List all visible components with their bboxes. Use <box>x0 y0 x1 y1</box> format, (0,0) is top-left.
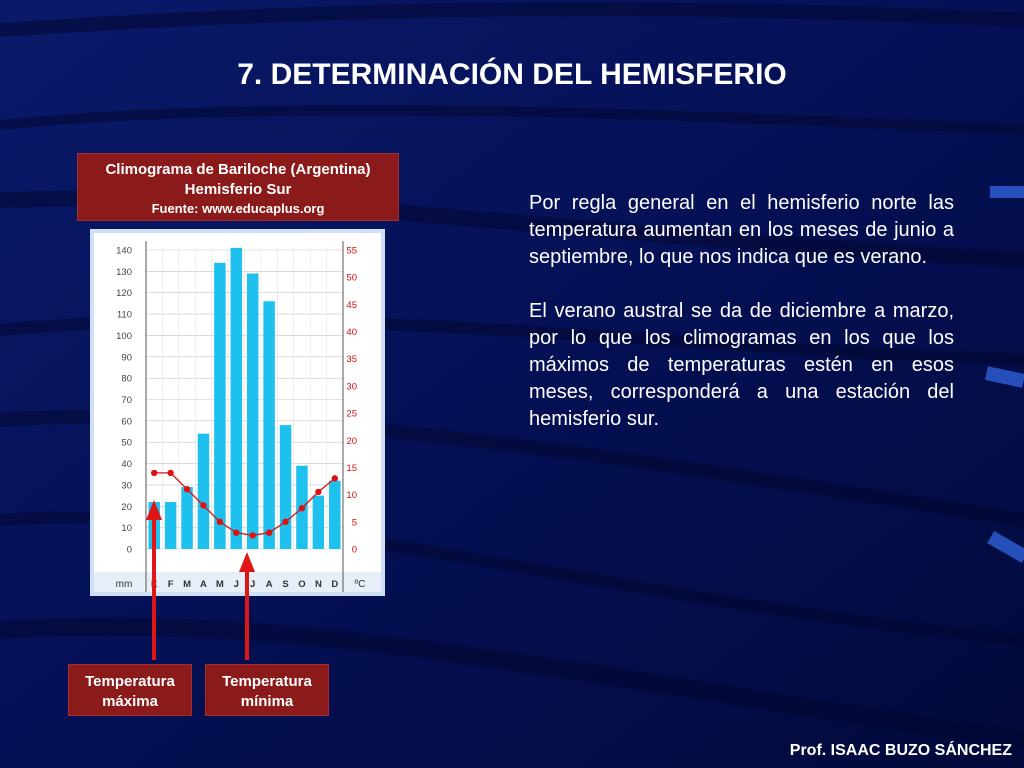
temp-point <box>184 486 190 492</box>
left-tick-label: 110 <box>116 309 132 321</box>
precip-bar <box>165 502 176 549</box>
left-tick-label: 90 <box>121 352 132 364</box>
temp-point <box>282 519 288 525</box>
right-tick-label: 40 <box>346 327 357 339</box>
right-tick-label: 0 <box>351 544 357 556</box>
left-tick-label: 130 <box>116 266 132 278</box>
x-tick-label: O <box>298 579 306 590</box>
left-tick-label: 50 <box>121 437 132 449</box>
explanation-text <box>529 190 954 460</box>
right-tick-label: 30 <box>346 381 357 393</box>
left-tick-label: 80 <box>121 373 132 385</box>
min-temp-label: Temperatura mínima <box>205 664 329 716</box>
left-tick-label: 60 <box>121 416 132 428</box>
x-tick-label: A <box>265 579 273 590</box>
temp-point <box>167 470 173 476</box>
precip-bar <box>313 496 324 549</box>
left-tick-label: 20 <box>121 501 132 513</box>
paragraph-north: Por regla general en el hemisferio norte las temperatura aumentan en los meses de junio a septiembre, lo que nos indica que es verano. <box>529 192 954 268</box>
x-tick-label: M <box>215 579 224 590</box>
left-tick-label: 120 <box>116 288 132 300</box>
left-tick-label: 10 <box>121 523 132 535</box>
left-axis-unit: mm <box>115 579 133 590</box>
left-tick-label: 70 <box>121 395 132 406</box>
caption-line-1: Climograma de Bariloche (Argentina) <box>105 161 371 178</box>
right-tick-label: 55 <box>346 245 357 257</box>
max-temp-label: Temperatura máxima <box>68 664 192 716</box>
precip-bar <box>181 487 192 549</box>
left-tick-label: 140 <box>116 245 132 257</box>
right-tick-label: 15 <box>346 462 357 474</box>
temp-point <box>217 519 223 525</box>
temp-point <box>315 489 321 495</box>
precip-bar <box>280 425 291 549</box>
chart-caption <box>77 153 399 221</box>
precip-bar <box>247 273 258 549</box>
climograph-chart <box>90 229 385 596</box>
author-credit: Prof. ISAAC BUZO SÁNCHEZ <box>789 742 1012 759</box>
x-tick-label: J <box>250 579 256 590</box>
x-tick-label: E <box>151 579 158 590</box>
temp-point <box>151 470 157 476</box>
temp-point <box>299 505 305 511</box>
precip-bar <box>148 502 159 549</box>
paragraph-south: El verano austral se da de diciembre a marzo, por lo que los climogramas en los que los máximos de temperaturas estén en esos meses, corresponderá a una estación del hemisferio sur. <box>529 300 954 430</box>
right-tick-label: 20 <box>346 435 357 447</box>
right-tick-label: 10 <box>346 490 357 502</box>
right-tick-label: 5 <box>351 517 357 529</box>
right-tick-label: 35 <box>346 354 357 366</box>
left-tick-label: 40 <box>121 459 132 471</box>
left-tick-label: 0 <box>126 544 132 556</box>
precip-bar <box>329 481 340 549</box>
caption-source: Fuente: www.educaplus.org <box>151 201 325 216</box>
precip-bar <box>231 248 242 549</box>
precip-bar <box>263 301 274 549</box>
temp-point <box>233 529 239 535</box>
right-tick-label: 45 <box>346 299 357 311</box>
right-tick-label: 50 <box>346 272 357 284</box>
right-tick-label: 25 <box>346 408 357 420</box>
x-tick-label: A <box>200 579 207 590</box>
temp-point <box>250 532 256 538</box>
x-tick-label: M <box>183 579 192 590</box>
right-axis-unit: ºC <box>354 579 366 590</box>
x-tick-label: J <box>233 579 239 590</box>
temp-point <box>200 502 206 508</box>
left-tick-label: 30 <box>121 480 132 492</box>
x-tick-label: D <box>331 579 339 590</box>
x-tick-label: N <box>314 579 322 590</box>
x-tick-label: F <box>167 579 174 590</box>
temp-point <box>266 529 272 535</box>
precip-bar <box>198 434 209 549</box>
precip-bar <box>214 263 225 549</box>
temp-point <box>332 475 338 481</box>
left-tick-label: 100 <box>116 330 132 342</box>
x-tick-label: S <box>282 579 289 590</box>
slide-title: 7. DETERMINACIÓN DEL HEMISFERIO <box>237 58 787 91</box>
caption-line-2: Hemisferio Sur <box>184 181 292 198</box>
